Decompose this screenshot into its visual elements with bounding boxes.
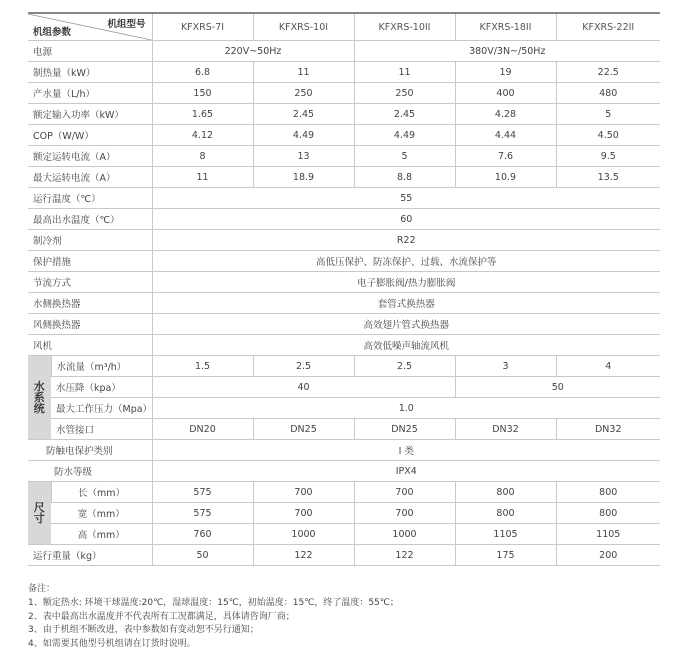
table-row [28,314,660,335]
cell: 3 [455,356,556,377]
cell: 4.50 [556,125,660,146]
row-label: 额定运转电流（A） [28,146,152,167]
cell: 4.49 [354,125,455,146]
cell: DN25 [354,419,455,440]
merged-cell: 55 [152,188,660,209]
power-three-phase: 380V/3N~/50Hz [354,41,660,62]
cell: 1105 [556,524,660,545]
cell: 122 [253,545,354,566]
cell: 250 [354,83,455,104]
table-row [28,167,660,188]
table-row [28,335,660,356]
cell: 18.9 [253,167,354,188]
dimension-group-label: 尺寸 [28,482,51,545]
model-header: KFXRS-22II [556,13,660,41]
corner-model-label: 机组型号 [107,19,146,30]
table-row [28,188,660,209]
cell: 4.28 [455,104,556,125]
row-label: 高（mm） [51,524,152,545]
notes-section [28,583,399,652]
row-label: 防水等级 [28,461,152,482]
cell: 13 [253,146,354,167]
row-label: 电源 [28,41,152,62]
cell: 700 [253,482,354,503]
table-row [28,125,660,146]
cell: 9.5 [556,146,660,167]
cell: DN32 [556,419,660,440]
cell: 8 [152,146,253,167]
row-label: 最大运转电流（A） [28,167,152,188]
model-header: KFXRS-18II [455,13,556,41]
table-row [28,293,660,314]
merged-cell: 40 [152,377,455,398]
power-single-phase: 220V~50Hz [152,41,354,62]
row-label: 长（mm） [51,482,152,503]
max-pressure-row [28,398,660,419]
cell: 50 [152,545,253,566]
row-label: 最高出水温度（℃） [28,209,152,230]
water-flow-row [28,356,660,377]
merged-cell: R22 [152,230,660,251]
cell: 5 [556,104,660,125]
row-label: 水管接口 [51,419,152,440]
spec-table [28,12,660,566]
merged-cell: I 类 [152,440,660,461]
row-label: 水压降（kpa） [51,377,152,398]
merged-cell: 电子膨胀阀/热力膨胀阀 [152,272,660,293]
model-header: KFXRS-10I [253,13,354,41]
row-label: 额定输入功率（kW） [28,104,152,125]
cell: 13.5 [556,167,660,188]
note-item: 3、由于机组不断改进，表中参数如有变动恕不另行通知； [28,625,259,636]
cell: 150 [152,83,253,104]
dimension-row [28,503,660,524]
model-header: KFXRS-7I [152,13,253,41]
table-row [28,209,660,230]
waterproof-row [28,461,660,482]
cell: 1.5 [152,356,253,377]
cell: 400 [455,83,556,104]
cell: DN32 [455,419,556,440]
note-item: 4、如需要其他型号机组请在订货时说明。 [28,639,196,650]
cell: 19 [455,62,556,83]
cell: 175 [455,545,556,566]
row-label: 节流方式 [28,272,152,293]
cell: 1105 [455,524,556,545]
cell: 11 [354,62,455,83]
cell: 4.49 [253,125,354,146]
row-label: 宽（mm） [51,503,152,524]
cell: 10.9 [455,167,556,188]
table-row [28,146,660,167]
pipe-row [28,419,660,440]
table-row [28,230,660,251]
shock-class-row [28,440,660,461]
cell: 480 [556,83,660,104]
note-item: 2、表中最高出水温度并不代表所有工况都满足，具体请咨询厂商； [28,611,295,622]
cell: 250 [253,83,354,104]
dimension-row [28,482,660,503]
cell: 4.12 [152,125,253,146]
row-label: 水流量（m³/h） [51,356,152,377]
water-system-group-label: 水系统 [28,356,51,440]
cell: 800 [455,482,556,503]
cell: 200 [556,545,660,566]
cell: 2.5 [253,356,354,377]
row-label: 保护措施 [28,251,152,272]
merged-cell: 高低压保护、防冻保护、过载、水流保护等 [152,251,660,272]
corner-param-label: 机组参数 [33,27,72,38]
row-label: 制冷剂 [28,230,152,251]
table-row [28,251,660,272]
cell: 4 [556,356,660,377]
cell: 800 [455,503,556,524]
row-label: 风侧换热器 [28,314,152,335]
cell: 575 [152,503,253,524]
merged-cell: 高效翅片管式换热器 [152,314,660,335]
weight-row [28,545,660,566]
row-label: 运行温度（℃） [28,188,152,209]
merged-cell: 60 [152,209,660,230]
header-row [28,13,660,41]
header-corner-cell [28,13,152,41]
cell: 1000 [354,524,455,545]
cell: 11 [152,167,253,188]
model-header: KFXRS-10II [354,13,455,41]
merged-cell: 高效低噪声轴流风机 [152,335,660,356]
table-row [28,83,660,104]
cell: 7.6 [455,146,556,167]
row-label: 防触电保护类别 [28,440,152,461]
cell: 2.45 [354,104,455,125]
table-row [28,104,660,125]
cell: 1.65 [152,104,253,125]
row-label: 最大工作压力（Mpa） [51,398,152,419]
row-label: COP（W/W） [28,125,152,146]
cell: 122 [354,545,455,566]
table-row [28,62,660,83]
cell: 700 [354,503,455,524]
cell: 22.5 [556,62,660,83]
cell: DN20 [152,419,253,440]
cell: 1000 [253,524,354,545]
cell: 700 [354,482,455,503]
cell: 800 [556,503,660,524]
merged-cell: 套管式换热器 [152,293,660,314]
cell: 2.45 [253,104,354,125]
power-row [28,41,660,62]
merged-cell: 50 [455,377,660,398]
cell: 760 [152,524,253,545]
table-row [28,272,660,293]
cell: DN25 [253,419,354,440]
merged-cell: 1.0 [152,398,660,419]
water-pressure-drop-row [28,377,660,398]
cell: 4.44 [455,125,556,146]
notes-title: 备注： [28,584,56,594]
cell: 700 [253,503,354,524]
cell: 2.5 [354,356,455,377]
cell: 575 [152,482,253,503]
row-label: 风机 [28,335,152,356]
cell: 800 [556,482,660,503]
row-label: 制热量（kW） [28,62,152,83]
dimension-row [28,524,660,545]
cell: 6.8 [152,62,253,83]
cell: 5 [354,146,455,167]
row-label: 水侧换热器 [28,293,152,314]
row-label: 运行重量（kg） [28,545,152,566]
cell: 8.8 [354,167,455,188]
cell: 11 [253,62,354,83]
merged-cell: IPX4 [152,461,660,482]
note-item: 1、额定热水: 环境干球温度:20℃，湿球温度：15℃，初始温度：15℃，终了温度：55℃； [28,597,399,608]
row-label: 产水量（L/h） [28,83,152,104]
